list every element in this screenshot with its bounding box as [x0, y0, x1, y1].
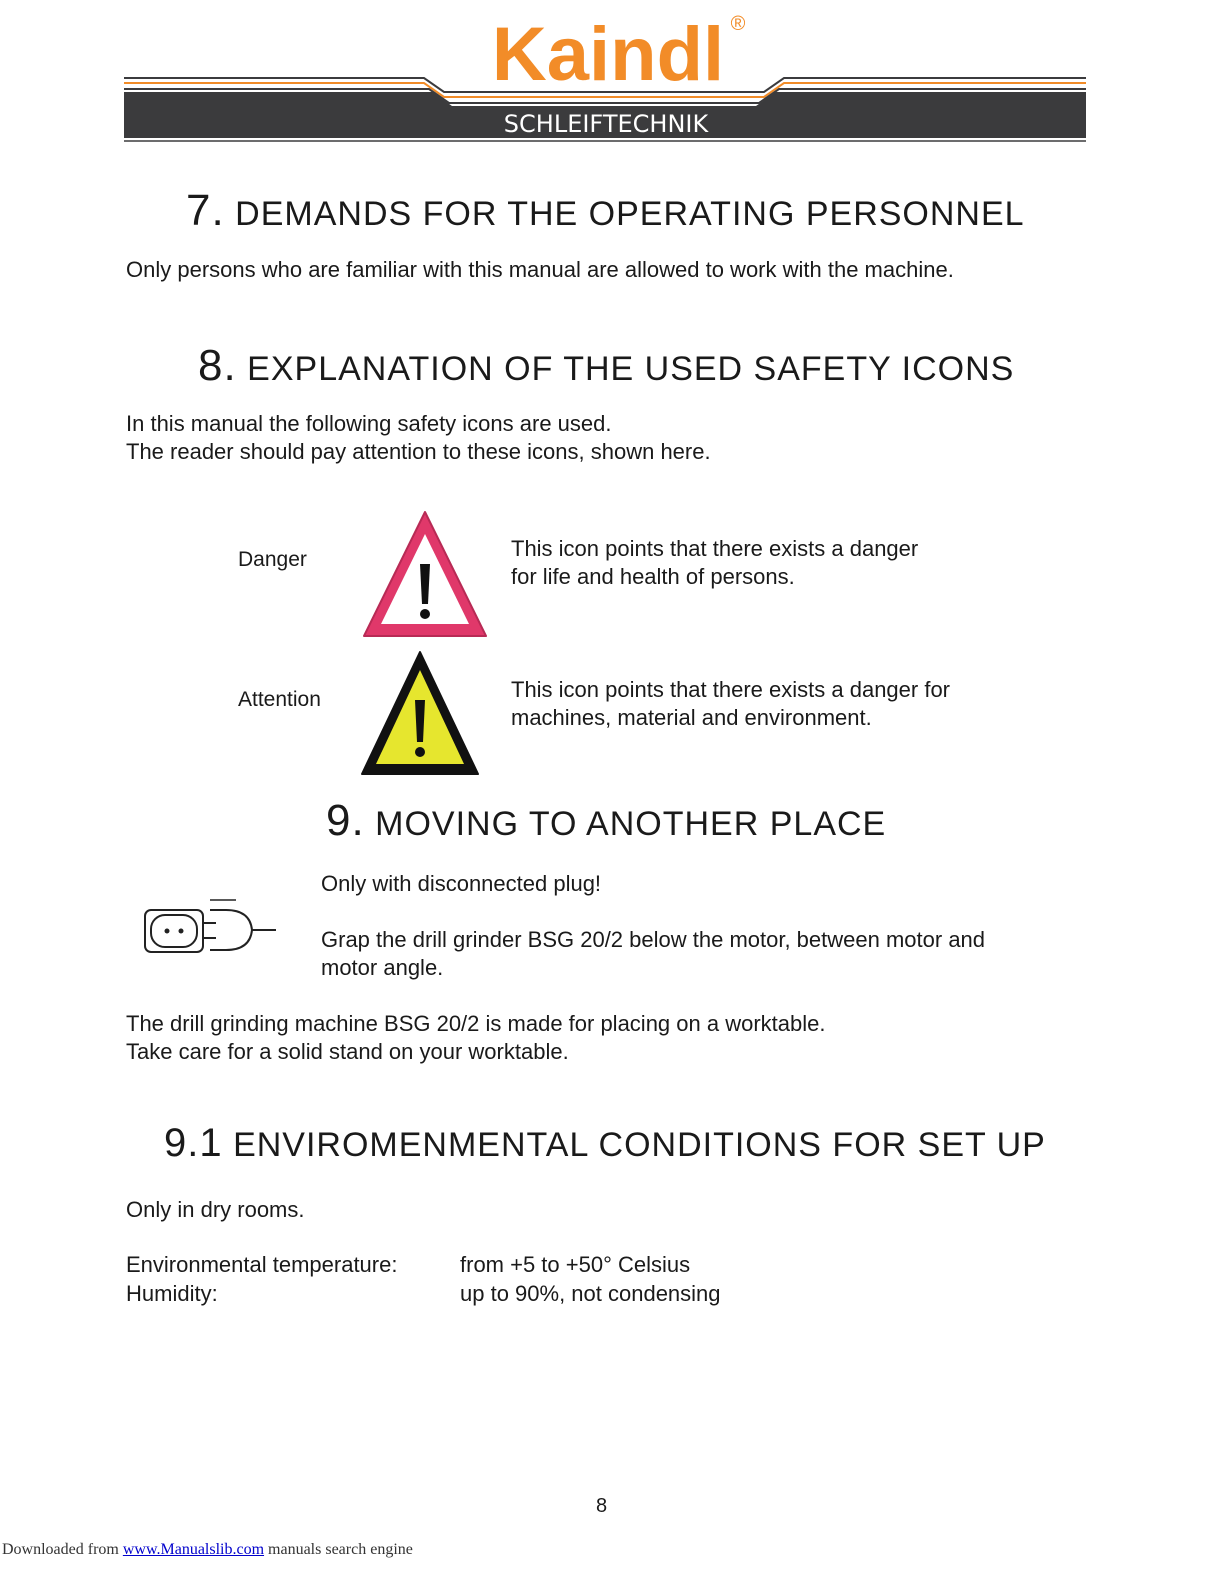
section-9-line1: Only with disconnected plug! [321, 871, 602, 896]
attention-desc-line2: machines, material and environment. [511, 705, 872, 730]
brand-logo-text: Kaindl [491, 12, 725, 97]
disconnected-plug-icon [140, 896, 284, 958]
section-9-1-line1: Only in dry rooms. [126, 1197, 305, 1222]
section-9-heading: 9. MOVING TO ANOTHER PLACE [326, 796, 887, 845]
danger-triangle-icon [360, 508, 490, 640]
humidity-value: up to 90%, not condensing [460, 1281, 721, 1306]
section-9-line5: Take care for a solid stand on your worktable. [126, 1039, 569, 1064]
section-8-intro-line2: The reader should pay attention to these icons, shown here. [126, 439, 711, 464]
danger-desc-line2: for life and health of persons. [511, 564, 795, 589]
registered-mark: ® [730, 13, 746, 35]
section-9-line2: Grap the drill grinder BSG 20/2 below the motor, between motor and [321, 927, 986, 952]
section-9-1-heading: 9.1 ENVIROMENMENTAL CONDITIONS FOR SET UP [164, 1121, 1046, 1165]
danger-label: Danger [238, 548, 307, 571]
page-number: 8 [596, 1495, 608, 1517]
attention-triangle-icon [358, 648, 482, 778]
attention-desc-line1: This icon points that there exists a danger for [511, 677, 951, 702]
section-7-heading: 7. DEMANDS FOR THE OPERATING PERSONNEL [186, 186, 1025, 235]
section-9-line4: The drill grinding machine BSG 20/2 is made for placing on a worktable. [126, 1011, 826, 1036]
kaindl-logo-header [124, 8, 1086, 144]
env-temperature-value: from +5 to +50° Celsius [460, 1252, 691, 1277]
manualslib-link[interactable]: www.Manualslib.com [122, 1541, 265, 1558]
section-9-line3: motor angle. [321, 955, 444, 980]
footer-download-note: Downloaded from www.Manualslib.com manuals search engine [2, 1541, 413, 1558]
humidity-label: Humidity: [126, 1281, 218, 1306]
section-8-intro-line1: In this manual the following safety icons are used. [126, 411, 612, 436]
attention-label: Attention [238, 688, 321, 711]
section-7-text: Only persons who are familiar with this manual are allowed to work with the machine. [126, 257, 954, 282]
subtitle-schleiftechnik: SCHLEIFTECHNIK [503, 110, 709, 138]
section-8-heading: 8. EXPLANATION OF THE USED SAFETY ICONS [198, 341, 1015, 390]
env-temperature-label: Environmental temperature: [126, 1252, 398, 1277]
danger-desc-line1: This icon points that there exists a danger [511, 536, 919, 561]
